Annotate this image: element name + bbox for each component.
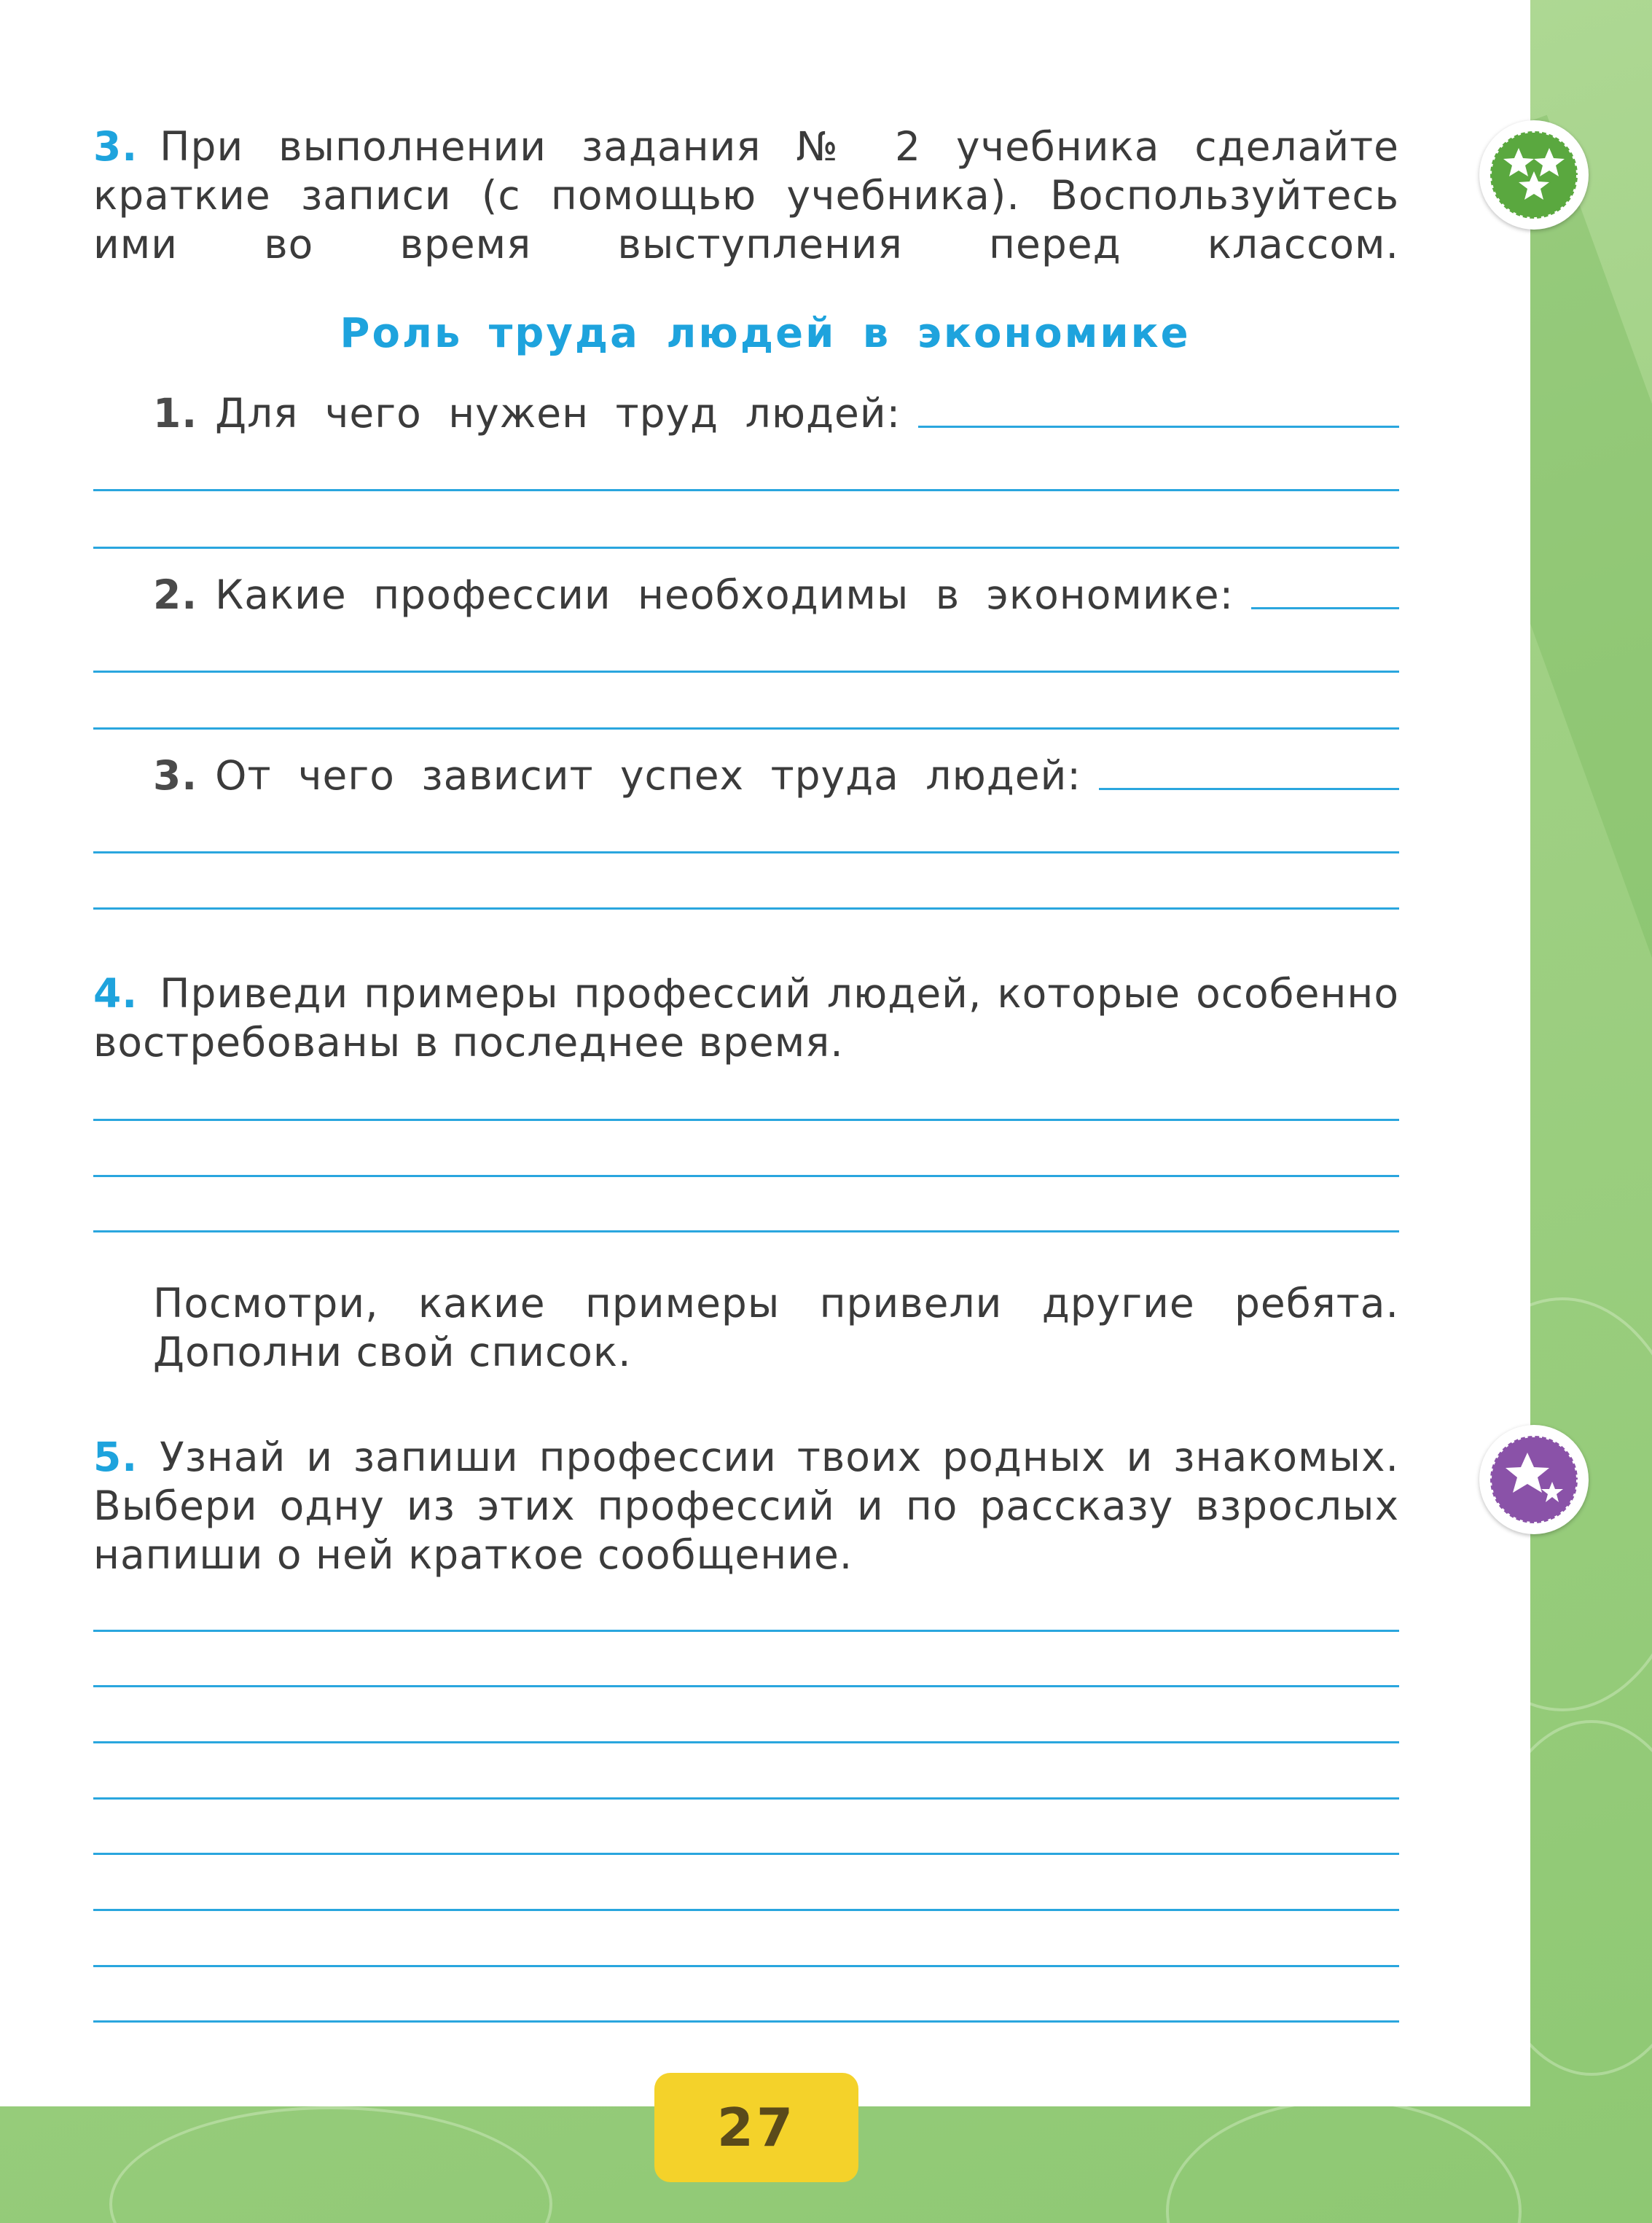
- task-text: Узнай и запиши профессии твоих родных и знакомых. Выбери одну из этих профессий и по рассказу взрослых напиши о ней краткое сообщение.: [93, 1434, 1399, 1578]
- question-number: 2.: [153, 571, 198, 618]
- leaf-decoration: [109, 2106, 552, 2223]
- task-text: При выполнении задания № 2 учебника сделайте краткие записи (с помощью учебника). Воспользуйтесь ими во время выступления перед классом.: [93, 123, 1399, 267]
- task-number: 3.: [93, 123, 138, 170]
- task-number: 5.: [93, 1434, 138, 1480]
- answer-line[interactable]: [93, 1630, 1399, 1632]
- question-number: 1.: [153, 390, 198, 437]
- answer-line[interactable]: [918, 424, 1399, 428]
- answer-line[interactable]: [93, 851, 1399, 853]
- leaf-decoration: [1166, 2099, 1522, 2223]
- answer-line[interactable]: [93, 907, 1399, 910]
- question-text: Какие профессии необходимы в экономике:: [215, 571, 1234, 618]
- question-text: Для чего нужен труд людей:: [215, 390, 901, 437]
- answer-line[interactable]: [93, 1230, 1399, 1232]
- answer-line[interactable]: [93, 1797, 1399, 1800]
- answer-line[interactable]: [93, 1119, 1399, 1121]
- answer-line[interactable]: [93, 727, 1399, 730]
- question-3: [153, 752, 1399, 799]
- question-number: 3.: [153, 752, 198, 799]
- three-stars-icon: [1479, 120, 1589, 230]
- two-stars-badge-icon: [1479, 1425, 1589, 1534]
- answer-line[interactable]: [93, 2020, 1399, 2023]
- question-text: От чего зависит успех труда людей:: [215, 752, 1081, 799]
- answer-line[interactable]: [1251, 606, 1399, 609]
- page-number: 27: [654, 2073, 858, 2182]
- three-stars-badge-icon: [1479, 120, 1589, 230]
- two-stars-icon: [1479, 1425, 1589, 1534]
- answer-line[interactable]: [93, 1909, 1399, 1911]
- answer-line[interactable]: [93, 671, 1399, 673]
- answer-line[interactable]: [93, 489, 1399, 491]
- answer-line[interactable]: [93, 1965, 1399, 1967]
- instruction-note: Посмотри, какие примеры привели другие ребята. Дополни свой список.: [153, 1280, 1399, 1375]
- task-text: Приведи примеры профессий людей, которые особенно востребованы в последнее время.: [93, 970, 1399, 1066]
- answer-line[interactable]: [93, 547, 1399, 549]
- answer-line[interactable]: [1099, 786, 1399, 790]
- answer-line[interactable]: [93, 1175, 1399, 1177]
- task-4: [93, 969, 1399, 1067]
- answer-line[interactable]: [93, 1741, 1399, 1743]
- answer-line[interactable]: [93, 1853, 1399, 1855]
- task-3: [93, 122, 1399, 269]
- answer-line[interactable]: [93, 1685, 1399, 1687]
- task-5: [93, 1433, 1399, 1579]
- task-number: 4.: [93, 970, 138, 1017]
- section-heading: Роль труда людей в экономике: [340, 310, 1191, 357]
- question-1: [153, 390, 1399, 437]
- question-2: [153, 571, 1399, 618]
